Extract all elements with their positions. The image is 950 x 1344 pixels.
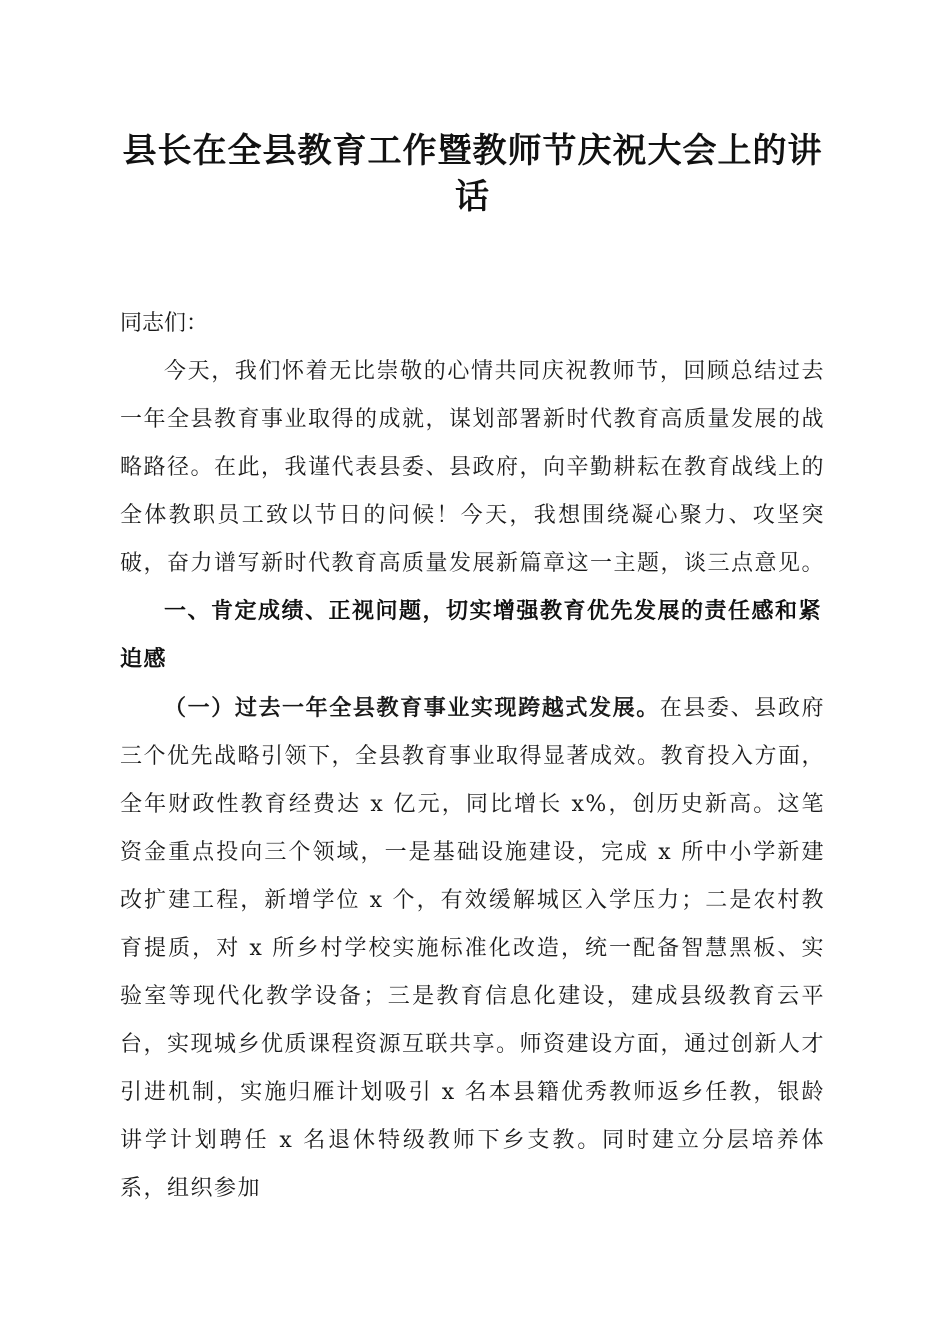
subsection-1-paragraph — [120, 684, 825, 1213]
subsection-1-lead: （一）过去一年全县教育事业实现跨越式发展。 — [164, 695, 660, 721]
salutation: 同志们： — [120, 311, 209, 336]
document-page — [120, 128, 825, 1213]
intro-paragraph: 今天，我们怀着无比崇敬的心情共同庆祝教师节，回顾总结过去一年全县教育事业取得的成就，谋划部署新时代教育高质量发展的战略路径。在此，我谨代表县委、县政府，向辛勤耕耘在教育战线上的全体教职员工致以节日的问候！今天，我想围绕凝心聚力、攻坚突破，奋力谱写新时代教育高质量发展新篇章这一主题，谈三点意见。 — [120, 359, 826, 576]
section-1-heading: 一、肯定成绩、正视问题，切实增强教育优先发展的责任感和紧迫感 — [120, 599, 823, 672]
document-title: 县长在全县教育工作暨教师节庆祝大会上的讲话 — [122, 131, 823, 217]
subsection-1-body: 在县委、县政府三个优先战略引领下，全县教育事业取得显著成效。教育投入方面，全年财政性教育经费达 x 亿元，同比增长 x%，创历史新高。这笔资金重点投向三个领域，一是基础设施建设，完成 x 所中小学新建改扩建工程，新增学位 x 个，有效缓解城区入学压力；二是农村教育提质，对 x 所乡村学校实施标准化改造，统一配备智慧黑板、实验室等现代化教学设备；三是教育信息化建设，建成县级教育云平台，实现城乡优质课程资源互联共享。师资建设方面，通过创新人才引进机制，实施归雁计划吸引 x 名本县籍优秀教师返乡任教，银龄讲学计划聘任 x 名退休特级教师下乡支教。同时建立分层培养体系，组织参加 — [120, 696, 826, 1201]
